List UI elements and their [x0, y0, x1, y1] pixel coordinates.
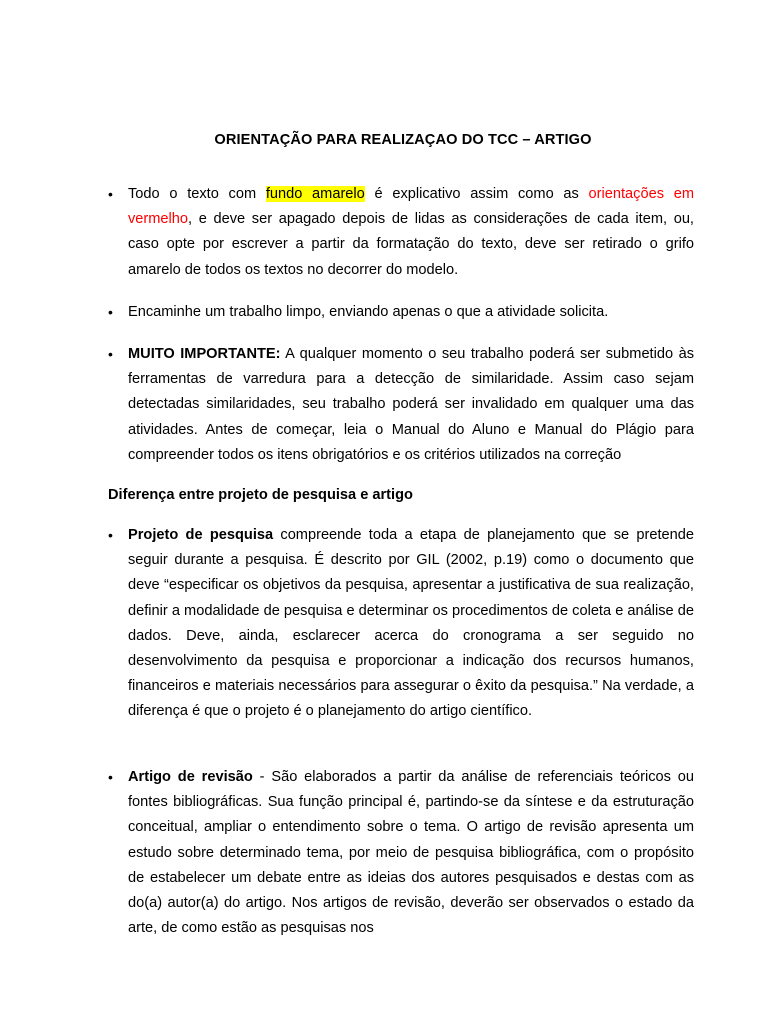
- section-heading: Diferença entre projeto de pesquisa e artigo: [108, 487, 413, 503]
- text-run: Encaminhe um trabalho limpo, enviando apenas o que a atividade solicita.: [128, 304, 609, 320]
- bullet-icon: •: [108, 346, 113, 362]
- bold-lead: MUITO IMPORTANTE:: [128, 346, 281, 362]
- bold-lead: Projeto de pesquisa: [128, 527, 274, 543]
- red-text: orientações em vermelho: [128, 186, 694, 228]
- list-item-text: [128, 182, 694, 283]
- bullet-icon: •: [108, 186, 113, 202]
- bold-lead: Artigo de revisão: [128, 769, 253, 785]
- text-run: é explicativo assim como as: [364, 186, 589, 202]
- list-item-text: [128, 342, 694, 468]
- bullet-icon: •: [108, 527, 113, 543]
- text-run: - São elaborados a partir da análise de referenciais teóricos ou fontes bibliográficas. Sua função principal é, partindo-se da síntese e da estruturação conceitual, ampliar o entendimento sobre o tema. O artigo de revisão apresenta um estudo sobre determinado tema, por meio de pesquisa bibliográfica, com o propósito de estabelecer um debate entre as ideias dos autores pesquisados e destas com as do(a) autor(a) do artigo. Nos artigos de revisão, deverão ser observados o estado da arte, de como estão as pesquisas nos: [128, 769, 694, 937]
- list-item-text: [128, 300, 694, 325]
- text-run: compreende toda a etapa de planejamento que se pretende seguir durante a pesquisa. É descrito por GIL (2002, p.19) como o documento que deve “especificar os objetivos da pesquisa, apresentar a justificativa de sua realização, definir a modalidade de pesquisa e determinar os procedimentos de coleta e análise de dados. Deve, ainda, esclarecer acerca do cronograma a ser seguido no desenvolvimento da pesquisa e proporcionar a indicação dos recursos humanos, financeiros e materiais necessários para assegurar o êxito da pesquisa.” Na verdade, a diferença é que o projeto é o planejamento do artigo científico.: [128, 527, 694, 720]
- bullet-icon: •: [108, 769, 113, 785]
- highlighted-text: fundo amarelo: [265, 186, 365, 202]
- bullet-icon: •: [108, 304, 113, 320]
- list-item-text: [128, 765, 694, 941]
- document-title: ORIENTAÇÃO PARA REALIZAÇAO DO TCC – ARTIGO: [214, 132, 592, 148]
- text-run: , e deve ser apagado depois de lidas as considerações de cada item, ou, caso opte por escrever a partir da formatação do texto, deve ser retirado o grifo amarelo de todos os textos no decorrer do modelo.: [128, 211, 694, 278]
- list-item-text: [128, 523, 694, 725]
- text-run: Todo o texto com: [128, 186, 266, 202]
- text-run: A qualquer momento o seu trabalho poderá ser submetido às ferramentas de varredura para a detecção de similaridade. Assim caso sejam detectadas similaridades, seu trabalho poderá ser invalidado em qualquer uma das atividades. Antes de começar, leia o Manual do Aluno e Manual do Plágio para compreender todos os itens obrigatórios e os critérios utilizados na correção: [128, 346, 694, 463]
